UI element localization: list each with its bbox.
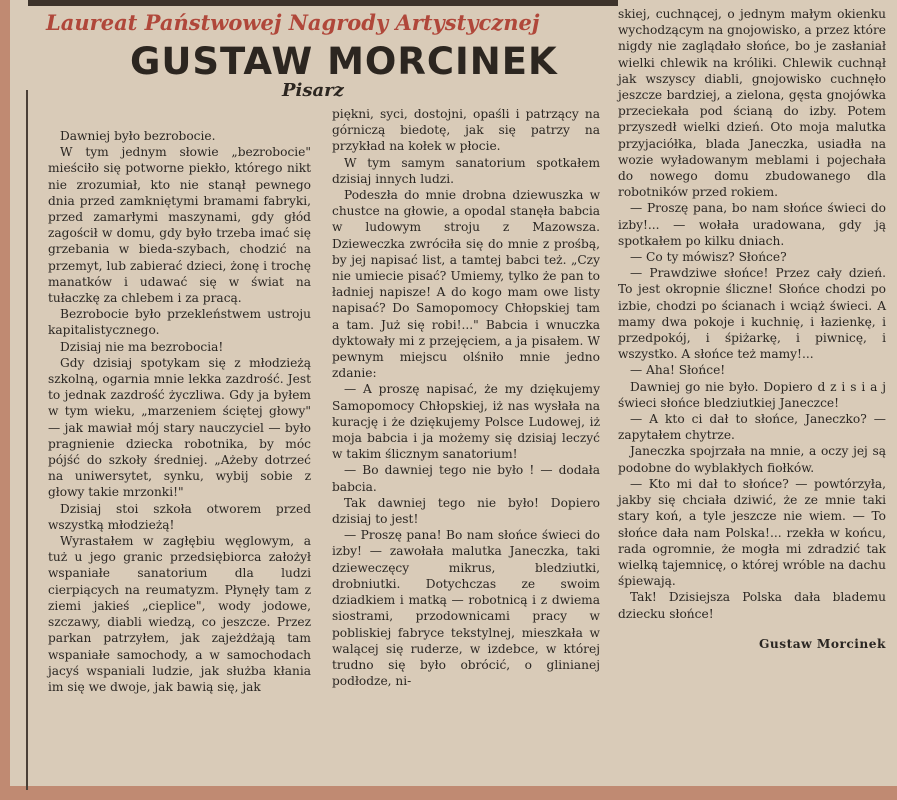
author-role: Pisarz xyxy=(282,80,344,101)
article-column-1 xyxy=(48,128,311,695)
paragraph: — Kto mi dał to słońce? — powtórzyła, jakby się chciała dziwić, że ze mnie taki stary koń, a tyle jeszcze nie wiem. — To słońce dała nam Polska!... rzekła w końcu, rada ogromnie, że mogła mi zdradzić tak wielką tajemnicę, o której wróble na dachu śpiewają. xyxy=(618,476,886,589)
paragraph: Tak! Dzisiejsza Polska dała blademu dziecku słońce! xyxy=(618,590,886,621)
paragraph: Podeszła do mnie drobna dziewuszka w chustce na głowie, a opodal stanęła babcia w ludowym stroju z Mazowsza. Dzieweczka zwróciła się do mnie z prośbą, by jej napisać list, a tamtej babci też. „Czy nie umiecie pisać? Umiemy, tylko że pan to ładniej napisze! A do kogo mam owe listy napisać? Do Samopomocy Chłopskiej tam a tam. Już się robi!..." Babcia i wnuczka dyktowały mi z przejęciem, a ja pisałem. W pewnym miejscu olśniło mnie jedno zdanie: xyxy=(332,188,600,381)
paper-edge-left xyxy=(0,0,10,800)
paragraph: W tym jednym słowie „bezrobocie" mieściło się potworne piekło, którego nikt nie zrozumiał, kto nie stanął pewnego dnia przed zamkniętymi bramami fabryki, przed zamarłymi maszynami, gdy głód zagościł w domu, gdy było trzeba imać się grzebania w bieda-szybach, chodzić na przemyt, lub zabierać dzieci, żonę i trochę manatków i udawać się w świat na tułaczkę za chlebem i za pracą. xyxy=(48,145,311,306)
paragraph: — A proszę napisać, że my dziękujemy Samopomocy Chłopskiej, iż nas wysłała na kurację i że dziękujemy Polsce Ludowej, iż moja babcia i ja możemy się dzisiaj leczyć w takim ślicznym sanatorium! xyxy=(332,382,600,462)
paragraph: — Proszę pana! Bo nam słońce świeci do izby! — zawołała malutka Janeczka, taki dzieweczęcy mikrus, bledziutki, drobniutki. Dotychczas ze swoim dziadkiem i matką — robotnicą i z dwiema siostrami, przodownicami pracy w pobliskiej fabryce tekstylnej, mieszkała w walącej się ruderze, w izdebce, w której trudno się było obrócić, o glinianej podłodze, ni- xyxy=(332,528,600,689)
paragraph: — A kto ci dał to słońce, Janeczko? — zapytałem chytrze. xyxy=(618,412,886,443)
paragraph: — Prawdziwe słońce! Przez cały dzień. To jest okropnie śliczne! Słońce chodzi po izbie, chodzi po ścianach i wciąż świeci. A mamy dwa pokoje i kuchnię, i łazienkę, i przedpokój, i śpiżarkę, i piwnicę, i wszystko. A słońce też mamy!... xyxy=(618,266,886,362)
paragraph: — Aha! Słońce! xyxy=(630,363,726,378)
paragraph: Dzisiaj nie ma bezrobocia! xyxy=(60,339,224,354)
paper-edge-bottom xyxy=(0,786,897,800)
paragraph: — Bo dawniej tego nie było ! — dodała babcia. xyxy=(332,463,600,494)
paragraph: Gdy dzisiaj spotykam się z młodzieżą szkolną, ogarnia mnie lekka zazdrość. Jest to jednak zazdrość życzliwa. Gdy ja byłem w tym wieku, „marzeniem ściętej głowy" — jak mawiał mój stary nauczyciel — było pragnienie dziecka robotnika, by móc pójść do szkoły średniej. „Ażeby dotrzeć na uniwersytet, synku, wybij sobie z głowy takie mrzonki!" xyxy=(48,355,311,500)
paragraph: Wyrastałem w zagłębiu węglowym, a tuż u jego granic przedsiębiorca założył wspaniałe sanatorium dla ludzi cierpiących na reumatyzm. Płynęły tam z ziemi jakieś „cieplice", wody jodowe, szczawy, diabli wiedzą, co jeszcze. Przez parkan patrzyłem, jak zajeżdżają tam wspaniałe samochody, a w samochodach jacyś wspaniali ludzie, jak służba kłania im się we dwoje, jak bawią się, jak xyxy=(48,534,311,694)
top-rule xyxy=(28,0,618,6)
paragraph: Janeczka spojrzała na mnie, a oczy jej są podobne do wyblakłych fiołków. xyxy=(618,444,886,475)
author-signature: Gustaw Morcinek xyxy=(758,636,886,651)
left-rule xyxy=(26,90,28,790)
paragraph: skiej, cuchnącej, o jednym małym okienku wychodzącym na gnojowisko, a przez które nigdy nie zaglądało słońce, bo je zasłaniał wielki chlewik na króliki. Chlewik cuchnął jak wszyscy diabli, gnojowisko cuchnęło jeszcze bardziej, a zielona, gęsta gnojówka przeciekała pod ścianą do izby. Potem przyszedł wielki dzień. Oto moja malutka przyjaciółka, blada Janeczka, usiadła na wozie wyładowanym meblami i pojechała do nowego domu zbudowanego dla robotników przed rokiem. xyxy=(618,7,886,200)
paragraph: — Co ty mówisz? Słońce? xyxy=(630,250,787,265)
author-name-title: GUSTAW MORCINEK xyxy=(130,40,558,83)
paragraph: W tym samym sanatorium spotkałem dzisiaj innych ludzi. xyxy=(332,155,600,186)
article-column-2 xyxy=(332,106,600,689)
paragraph: Dzisiaj stoi szkoła otworem przed wszystką młodzieżą! xyxy=(48,501,311,532)
paragraph: Dawniej było bezrobocie. xyxy=(60,129,216,143)
paragraph: Tak dawniej tego nie było! Dopiero dzisiaj to jest! xyxy=(332,495,600,527)
paragraph: piękni, syci, dostojni, opaśli i patrzący na górniczą biedotę, jak się patrzy na przykład na kołek w płocie. xyxy=(332,107,600,154)
laureat-heading: Laureat Państwowej Nagrody Artystycznej xyxy=(46,10,540,35)
article-column-3 xyxy=(618,6,886,652)
paragraph: Bezrobocie było przekleństwem ustroju kapitalistycznego. xyxy=(48,307,311,338)
paragraph: — Proszę pana, bo nam słońce świeci do izby!... — wołała uradowana, gdy ją spotkałem po kilku dniach. xyxy=(618,201,886,248)
paragraph: Dawniej go nie było. Dopiero d z i s i a j świeci słońce bledziutkiej Janeczce! xyxy=(618,379,886,410)
